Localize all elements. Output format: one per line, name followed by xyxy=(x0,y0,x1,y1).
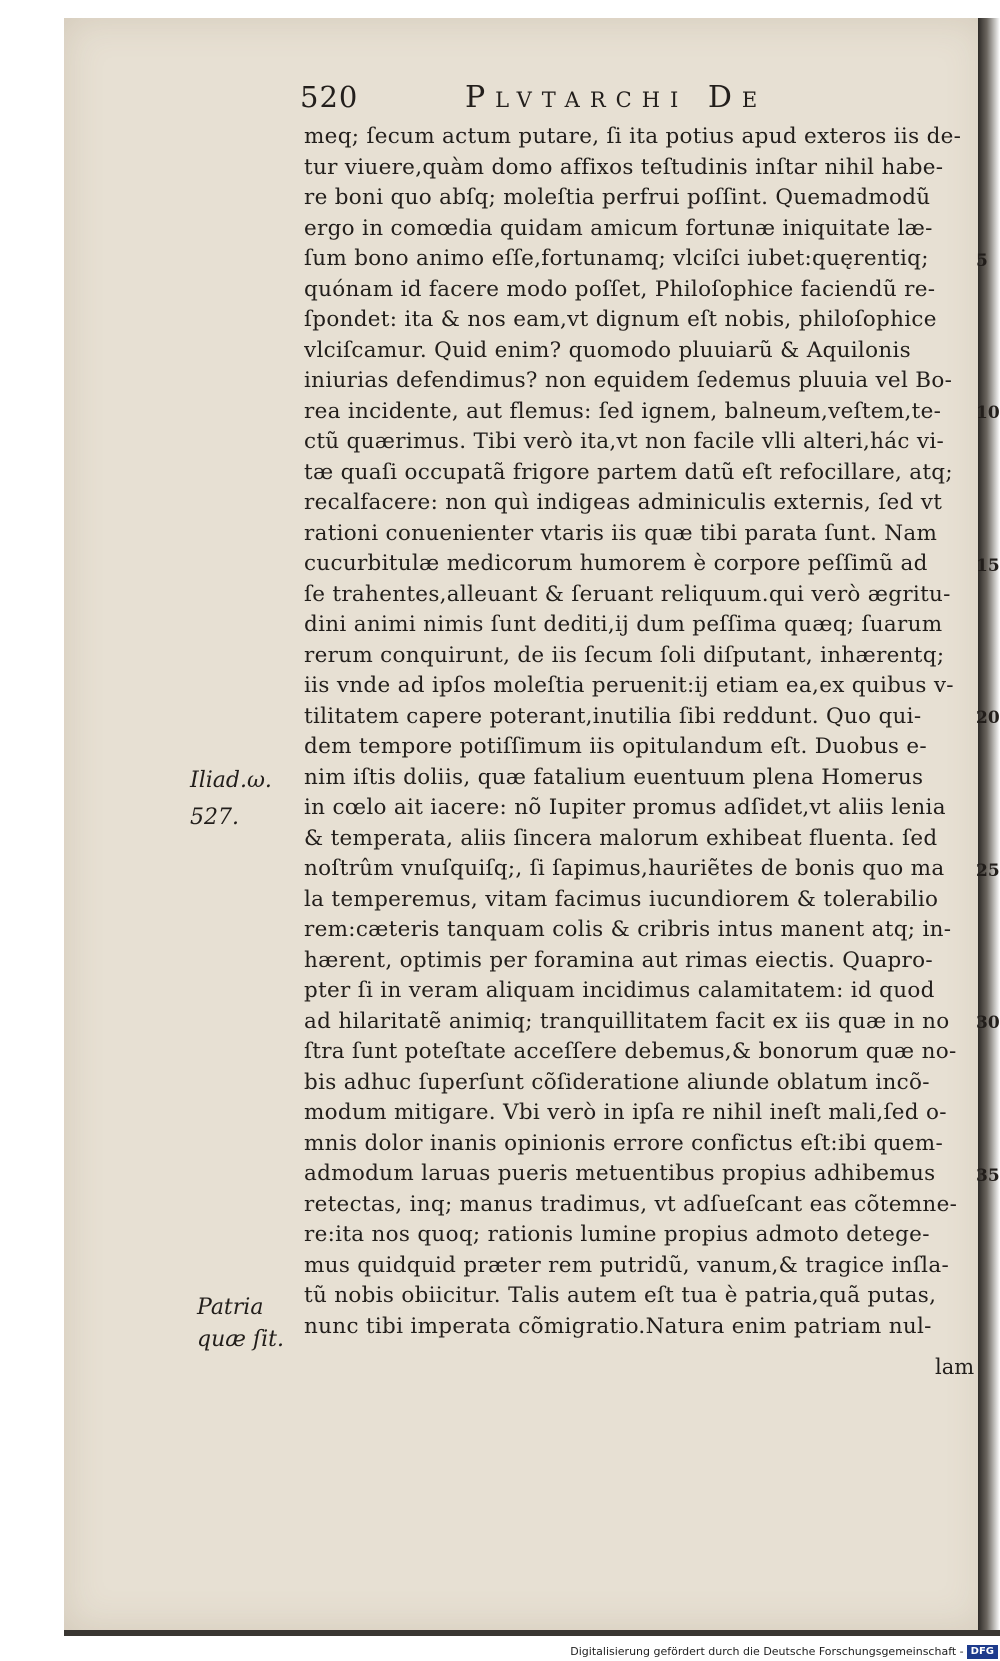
text-line: & temperata, aliis ſincera malorum exhibeat fluenta. ſed xyxy=(304,825,938,851)
text-line: mnis dolor inanis opinionis errore confictus eſt:ibi quem- xyxy=(304,1130,944,1156)
text-line: mus quidquid præter rem putridũ, vanum,& tragice inſla- xyxy=(304,1252,950,1278)
line-number: 30 xyxy=(976,1013,1000,1033)
text-line: ctũ quærimus. Tibi verò ita,vt non facile vlli alteri,hác vi- xyxy=(304,429,945,454)
text-line: dini animi nimis ſunt dediti,ij dum peſſima quæq; ſuarum xyxy=(304,612,943,637)
text-line: re boni quo abſq; moleſtia perfrui poſſint. Quemadmodũ xyxy=(304,185,931,210)
text-line: in cœlo ait iacere: nõ Iupiter promus adſidet,vt aliis lenia xyxy=(304,795,946,820)
text-line: retectas, inq; manus tradimus, vt adſueſcant eas cõtemne- xyxy=(304,1191,958,1217)
text-line: iis vnde ad ipſos moleſtia peruenit:ij etiam ea,ex quibus v- xyxy=(304,673,954,698)
marginal-note-patria: Patria xyxy=(197,1295,264,1320)
text-line: nunc tibi imperata cõmigratio.Natura enim patriam nul- xyxy=(304,1313,932,1339)
line-number: 35 xyxy=(976,1166,1000,1186)
text-line: ſtra ſunt poteſtate acceſſere debemus,& bonorum quæ no- xyxy=(304,1039,957,1064)
page-number: 520 xyxy=(300,80,359,114)
text-line: ſe trahentes,alleuant & ſeruant reliquum.qui verò ægritu- xyxy=(304,581,951,607)
text-line: dem tempore potiſſimum iis opitulandum eſt. Duobus e- xyxy=(304,734,927,759)
marginal-note-iliad: Iliad.ω. xyxy=(190,768,272,793)
catchword: lam xyxy=(935,1355,975,1379)
line-number: 15 xyxy=(976,556,1000,576)
text-line: vlciſcamur. Quid enim? quomodo pluuiarũ & Aquilonis xyxy=(304,337,911,363)
text-line: tilitatem capere poterant,inutilia ſibi reddunt. Quo qui- xyxy=(304,703,922,729)
text-line: bis adhuc ſuperſunt cõſideratione aliunde oblatum incõ- xyxy=(304,1069,930,1095)
text-line: rea incidente, aut flemus: ſed ignem, balneum,veſtem,te- xyxy=(304,398,942,424)
text-line: rationi conuenienter vtaris iis quæ tibi parata ſunt. Nam xyxy=(304,520,938,546)
footer-credit-text: Digitalisierung gefördert durch die Deutsche Forschungsgemeinschaft - xyxy=(570,1645,964,1658)
marginal-note-patria-quae: quæ ſit. xyxy=(197,1327,284,1352)
text-line: tũ nobis obiicitur. Talis autem eſt tua è patria,quã putas, xyxy=(304,1283,937,1308)
text-line: quónam id facere modo poſſet, Philoſophice faciendũ re- xyxy=(304,276,936,302)
line-number: 5 xyxy=(976,251,988,271)
text-line: nim iſtis doliis, quæ fatalium euentuum plena Homerus xyxy=(304,764,924,790)
text-line: hærent, optimis per foramina aut rimas eiectis. Quapro- xyxy=(304,947,933,973)
text-line: recalfacere: non quì indigeas adminiculis externis, ſed vt xyxy=(304,490,943,515)
text-line: noſtrûm vnuſquiſq;, ſi ſapimus,hauriẽtes de bonis quo ma xyxy=(304,856,945,881)
text-line: la temperemus, vitam facimus iucundiorem & tolerabilio xyxy=(304,886,939,912)
text-line: modum mitigare. Vbi verò in ipſa re nihil ineſt mali,ſed o- xyxy=(304,1100,947,1125)
text-line: pter ſi in veram aliquam incidimus calamitatem: id quod xyxy=(304,978,935,1003)
marginal-note-iliad-line: 527. xyxy=(190,805,239,830)
text-line: re:ita nos quoq; rationis lumine propius admoto detege- xyxy=(304,1222,930,1247)
text-line: ergo in comœdia quidam amicum fortunæ iniquitate læ- xyxy=(304,215,933,241)
running-header xyxy=(300,80,980,124)
text-line: tæ quaſi occupatã frigore partem datũ eſt refocillare, atq; xyxy=(304,459,953,485)
dfg-logo: DFG xyxy=(967,1645,998,1659)
text-line: cucurbitulæ medicorum humorem è corpore peſſimũ ad xyxy=(304,551,928,576)
main-text-block xyxy=(304,122,974,1342)
text-line: ſum bono animo eſſe,fortunamq; vlciſci iubet:quęrentiq; xyxy=(304,246,929,271)
text-line: meq; ſecum actum putare, ſi ita potius apud exteros iis de- xyxy=(304,124,962,149)
running-title: Plvtarchi De xyxy=(465,80,768,115)
text-line: admodum laruas pueris metuentibus propius adhibemus xyxy=(304,1161,936,1186)
text-line: iniurias defendimus? non equidem ſedemus pluuia vel Bo- xyxy=(304,368,953,393)
page-bottom-edge xyxy=(64,1630,1000,1636)
text-line: rem:cæteris tanquam colis & cribris intus manent atq; in- xyxy=(304,917,952,942)
text-line: tur viuere,quàm domo affixos teſtudinis inſtar nihil habe- xyxy=(304,154,944,180)
text-line: ſpondet: ita & nos eam,vt dignum eſt nobis, philoſophice xyxy=(304,307,937,332)
line-number: 25 xyxy=(976,861,1000,881)
text-line: rerum conquirunt, de iis ſecum ſoli diſputant, inhærentq; xyxy=(304,642,945,668)
digitization-footer xyxy=(0,1643,998,1661)
text-line: ad hilaritatẽ animiq; tranquillitatem facit ex iis quæ in no xyxy=(304,1008,950,1034)
line-number: 20 xyxy=(976,708,1000,728)
line-number: 10 xyxy=(976,403,1000,423)
